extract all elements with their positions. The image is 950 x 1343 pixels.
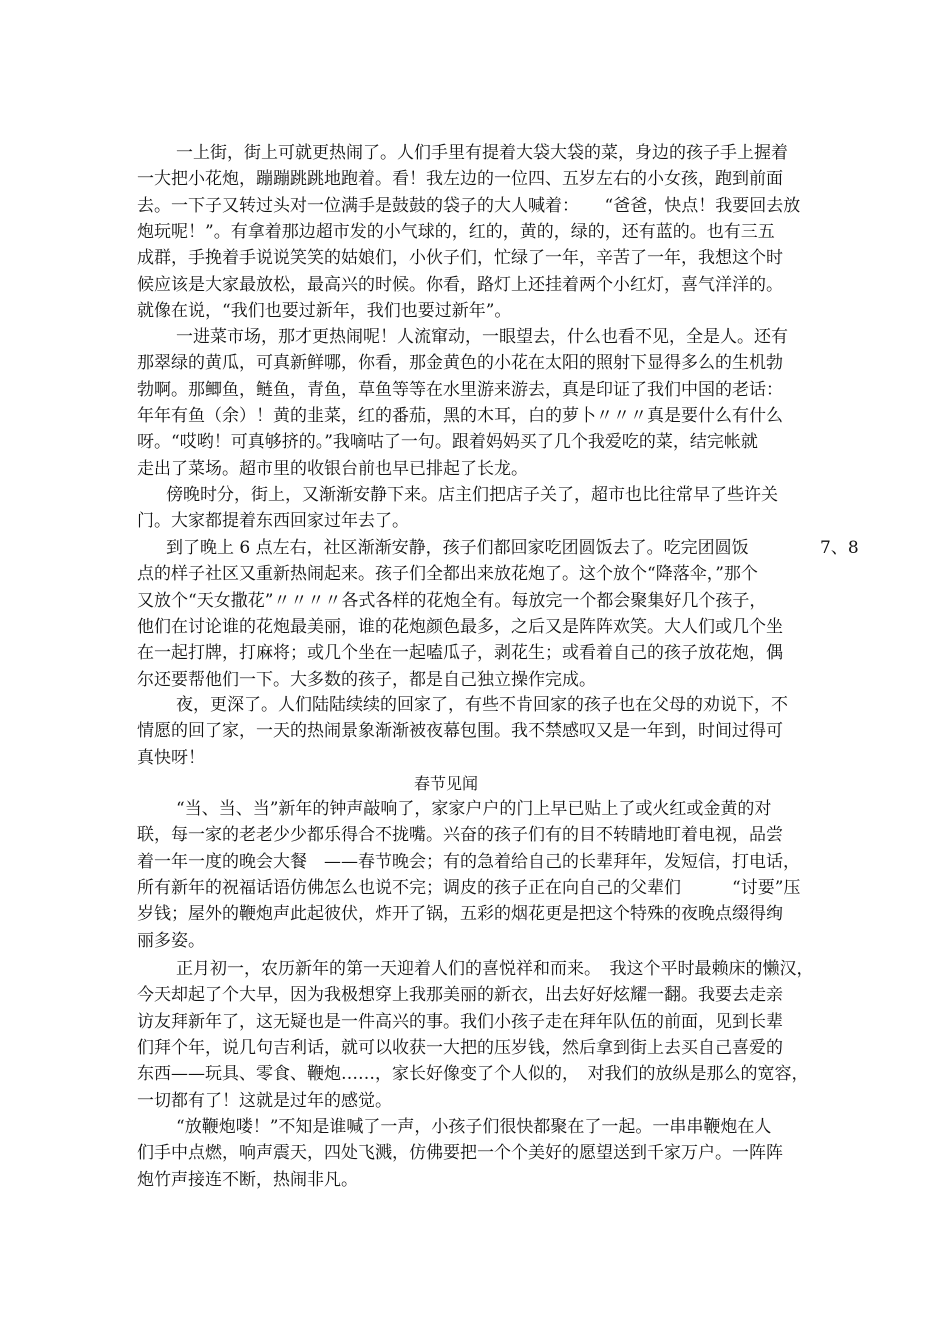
text-line: 炮玩呢！”。有拿着那边超市发的小气球的，红的，黄的，绿的，还有蓝的。也有三五	[137, 222, 775, 242]
text-line: “当、当、当”新年的钟声敲响了，家家户户的门上早已贴上了或火红或金黄的对	[176, 799, 772, 819]
text-line: 炮竹声接连不断，热闹非凡。	[137, 1170, 358, 1190]
text-line: 情愿的回了家，一天的热闹景象渐渐被夜幕包围。我不禁感叹又是一年到，时间过得可	[137, 721, 783, 741]
text-line: 门。大家都提着东西回家过年去了。	[137, 511, 409, 531]
text-line: 一上街，街上可就更热闹了。人们手里有提着大袋大袋的菜，身边的孩子手上握着	[176, 143, 788, 163]
text-line: 他们在讨论谁的花炮最美丽，谁的花炮颜色最多，之后又是阵阵欢笑。大人们或几个坐	[137, 617, 783, 637]
text-line: 联，每一家的老老少少都乐得合不拢嘴。兴奋的孩子们有的目不转睛地盯着电视，品尝	[137, 825, 783, 845]
text-line: 就像在说，“我们也要过新年，我们也要过新年”。	[137, 301, 512, 321]
text-line: 所有新年的祝福话语仿佛怎么也说不完；调皮的孩子正在向自己的父辈们 “讨要”压	[137, 878, 801, 898]
text-line: 东西——玩具、零食、鞭炮……，家长好像变了个人似的， 对我们的放纵是那么的宽容，	[137, 1064, 809, 1084]
text-line: 候应该是大家最放松，最高兴的时候。你看，路灯上还挂着两个小红灯，喜气洋洋的。	[137, 275, 783, 295]
essay-title: 春节见闻	[414, 774, 479, 793]
text-line: 一大把小花炮，蹦蹦跳跳地跑着。看！我左边的一位四、五岁左右的小女孩，跑到前面	[137, 169, 783, 189]
text-line: 点的样子社区又重新热闹起来。孩子们全都出来放花炮了。这个放个“降落伞，”那个	[137, 564, 758, 584]
text-line: 那翠绿的黄瓜，可真新鲜哪，你看，那金黄色的小花在太阳的照射下显得多么的生机勃	[137, 353, 783, 373]
text-line: 勃啊。那鲫鱼，鲢鱼，青鱼，草鱼等等在水里游来游去，真是印证了我们中国的老话：	[137, 380, 783, 400]
text-line: 岁钱；屋外的鞭炮声此起彼伏，炸开了锅，五彩的烟花更是把这个特殊的夜晚点缀得绚	[137, 904, 783, 924]
text-line: 今天却起了个大早，因为我极想穿上我那美丽的新衣，出去好好炫耀一翻。我要去走亲	[137, 985, 783, 1005]
text-line: 们手中点燃，响声震天，四处飞溅，仿佛要把一个个美好的愿望送到千家万户。一阵阵	[137, 1143, 783, 1163]
margin-note: 7、8	[820, 538, 859, 558]
text-line: 傍晚时分，街上，又渐渐安静下来。店主们把店子关了，超市也比往常早了些许关	[166, 485, 778, 505]
text-line: 在一起打牌，打麻将；或几个坐在一起嗑瓜子，剥花生；或看着自己的孩子放花炮，偶	[137, 643, 783, 663]
text-line: 成群，手挽着手说说笑笑的姑娘们，小伙子们，忙绿了一年，辛苦了一年，我想这个时	[137, 248, 783, 268]
text-line: 又放个“天女撒花”〃〃〃〃各式各样的花炮全有。每放完一个都会聚集好几个孩子，	[137, 591, 767, 611]
text-line: 尔还要帮他们一下。大多数的孩子，都是自己独立操作完成。	[137, 670, 596, 690]
text-line: 一进菜市场，那才更热闹呢！人流窜动，一眼望去，什么也看不见，全是人。还有	[176, 327, 788, 347]
text-line: 丽多姿。	[137, 931, 205, 951]
text-line: 真快呀！	[137, 748, 205, 768]
text-line: 们拜个年，说几句吉利话，就可以收获一大把的压岁钱，然后拿到街上去买自己喜爱的	[137, 1038, 783, 1058]
text-line: 着一年一度的晚会大餐 ——春节晚会；有的急着给自己的长辈拜年，发短信，打电话，	[137, 852, 800, 872]
text-line: 呀。“哎哟！可真够挤的。”我嘀咕了一句。跟着妈妈买了几个我爱吃的菜，结完帐就	[137, 432, 758, 452]
text-line: 年年有鱼（余）！黄的韭菜，红的番茄，黑的木耳，白的萝卜〃〃〃真是要什么有什么	[137, 406, 783, 426]
text-line: 到了晚上 6 点左右，社区渐渐安静，孩子们都回家吃团圆饭去了。吃完团圆饭	[166, 538, 749, 558]
text-line: 正月初一，农历新年的第一天迎着人们的喜悦祥和而来。 我这个平时最赖床的懒汉，	[176, 959, 814, 979]
text-line: 访友拜新年了，这无疑也是一件高兴的事。我们小孩子走在拜年队伍的前面，见到长辈	[137, 1012, 783, 1032]
text-line: 一切都有了！这就是过年的感觉。	[137, 1091, 392, 1111]
text-line: 夜，更深了。人们陆陆续续的回家了，有些不肯回家的孩子也在父母的劝说下，不	[176, 695, 788, 715]
text-line: “放鞭炮喽！”不知是谁喊了一声，小孩子们很快都聚在了一起。一串串鞭炮在人	[176, 1117, 772, 1137]
text-line: 走出了菜场。超市里的收银台前也早已排起了长龙。	[137, 459, 528, 479]
text-line: 去。一下子又转过头对一位满手是鼓鼓的袋子的大人喊着： “爸爸，快点！我要回去放	[137, 196, 801, 216]
